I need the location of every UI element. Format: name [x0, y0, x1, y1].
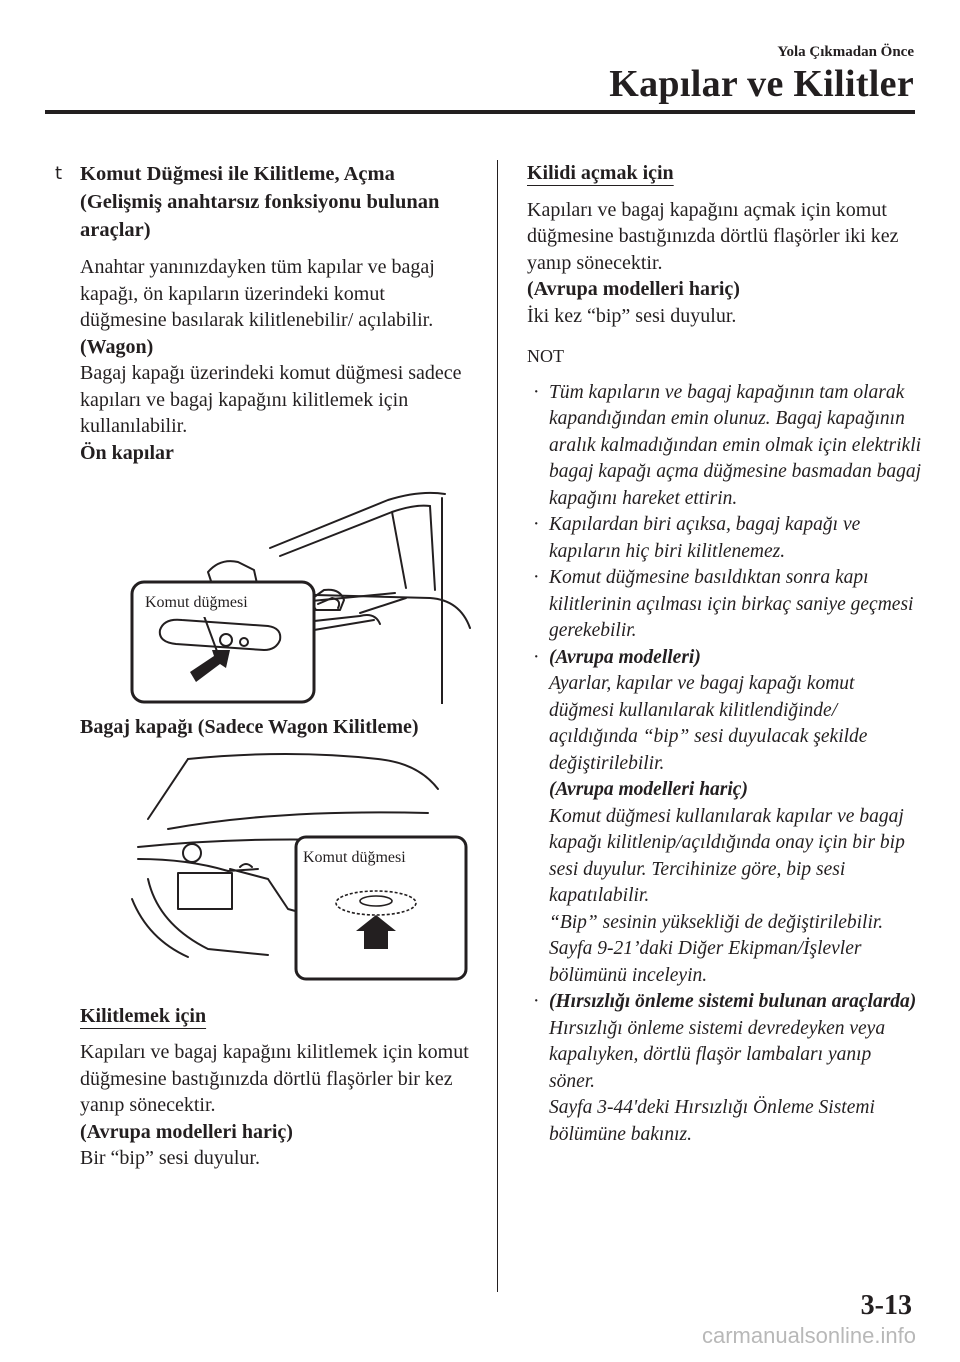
left-column — [55, 160, 475, 1172]
header-rule — [45, 110, 915, 114]
lock-paragraph: Kapıları ve bagaj kapağını kilitlemek için komut düğmesine bastığınızda dörtlü flaşörler bir kez yanıp sönecektir. — [80, 1041, 469, 1116]
page-number: 3-13 — [860, 1290, 912, 1321]
front-doors-heading: Ön kapılar — [80, 441, 174, 464]
page-title: Kapılar ve Kilitler — [609, 63, 914, 105]
unlock-paragraph: Kapıları ve bagaj kapağını açmak için komut düğmesine bastığınızda dörtlü flaşörler iki kez yanıp sönecektir. — [527, 198, 899, 274]
lock-heading: Kilitlemek için — [80, 1004, 207, 1027]
lock-europe-label: (Avrupa modelleri hariç) — [80, 1120, 293, 1143]
note-item: · Komut düğmesine basıldıktan sonra kapı kilitlerinin açılması için birkaç saniye geçmesi gerekebilir. — [533, 567, 914, 641]
tailgate-figure — [128, 749, 472, 981]
lock-beep-text: Bir “bip” sesi duyulur. — [80, 1147, 260, 1169]
unlock-europe-label: (Avrupa modelleri hariç) — [527, 278, 740, 300]
note-non-europe-head: (Avrupa modelleri hariç) — [549, 779, 748, 800]
note-theft-head: (Hırsızlığı önleme sistemi bulunan araçlarda) — [549, 991, 917, 1012]
note-item: · (Avrupa modelleri) Ayarlar, kapılar ve bagaj kapağı komut düğmesi kullanılarak kilitlendiğinde/ açıldığında “bip” sesi duyulacak şekilde değiştirilebilir. (Avrupa modelleri hariç) Komut düğmesi kullanılarak kapılar ve bagaj kapağı kilitlenip/açıldığında onay için bir bip sesi duyulur. Tercihinize göre, bip sesi kapatılabilir. “Bip” sesinin yüksekliği de değiştirilebilir. Sayfa 9-21’daki Diğer Ekipman/İşlevler bölümünü inceleyin. — [527, 645, 922, 990]
section-heading-text: Komut Düğmesi ile Kilitleme, Açma (Gelişmiş anahtarsız fonksiyonu bulunan araçlar) — [80, 163, 440, 241]
note-item: · (Hırsızlığı önleme sistemi bulunan araçlarda) Hırsızlığı önleme sistemi devredeyken veya kapalıyken, dörtlü flaşör lambaları yanıp söner. Sayfa 3-44'deki Hırsızlığı Önleme Sistemi bölümüne bakınız. — [527, 989, 922, 1148]
unlock-beep-text: İki kez “bip” sesi duyulur. — [527, 304, 737, 327]
right-column — [527, 160, 922, 1148]
unlock-heading: Kilidi açmak için — [527, 162, 674, 184]
note-theft-ref: Sayfa 3-44'deki Hırsızlığı Önleme Sistemi bölümüne bakınız. — [549, 1097, 875, 1145]
tailgate-heading: Bagaj kapağı (Sadece Wagon Kilitleme) — [80, 716, 419, 738]
notes-list — [527, 380, 922, 1149]
section-mark: t — [55, 163, 63, 184]
note-non-europe-text: Komut düğmesi kullanılarak kapılar ve bagaj kapağı kilitlenip/açıldığında onay için bir bip sesi duyulur. Tercihinize göre, bip sesi kapatılabilir. — [549, 805, 905, 906]
note-europe-text: Ayarlar, kapılar ve bagaj kapağı komut düğmesi kullanılarak kilitlendiğinde/ açıldığında “bip” sesi duyulacak şekilde değiştirilebilir. — [549, 673, 868, 774]
note-item: · Tüm kapıların ve bagaj kapağının tam olarak kapandığından emin olunuz. Bagaj kapağının aralık kalmadığından emin olmak için elektrikli bagaj kapağı açma düğmesine basmadan bagaj kapağını hareket ettirin. — [533, 381, 922, 509]
section-heading — [49, 160, 475, 244]
wagon-label: (Wagon) — [80, 335, 154, 358]
wagon-paragraph: Bagaj kapağı üzerindeki komut düğmesi sadece kapıları ve bagaj kapağını kilitlemek için kullanılabilir. — [80, 362, 462, 437]
note-theft-text: Hırsızlığı önleme sistemi devredeyken veya kapalıyken, dörtlü flaşör lambaları yanıp söner. — [549, 1017, 886, 1092]
note-europe-head: (Avrupa modelleri) — [549, 646, 701, 668]
tailgate-callout: Komut düğmesi — [300, 845, 409, 872]
header-section-label: Yola Çıkmadan Önce — [777, 44, 914, 60]
front-door-figure — [130, 478, 514, 704]
watermark-link[interactable]: carmanualsonline.info — [701, 1323, 916, 1348]
front-door-callout: Komut düğmesi — [142, 590, 251, 617]
note-item: · Kapılardan biri açıksa, bagaj kapağı ve kapıların hiç biri kilitlenemez. — [533, 514, 861, 562]
note-label: NOT — [527, 346, 564, 366]
note-beep-volume-text: “Bip” sesinin yüksekliği de değiştirilebilir. Sayfa 9-21’daki Diğer Ekipman/İşlevler bölümünü inceleyin. — [549, 911, 884, 986]
column-divider — [497, 160, 498, 1292]
intro-paragraph: Anahtar yanınızdayken tüm kapılar ve bagaj kapağı, ön kapıların üzerindeki komut düğmesine basılarak kilitlenebilir/ açılabilir. — [80, 256, 435, 331]
